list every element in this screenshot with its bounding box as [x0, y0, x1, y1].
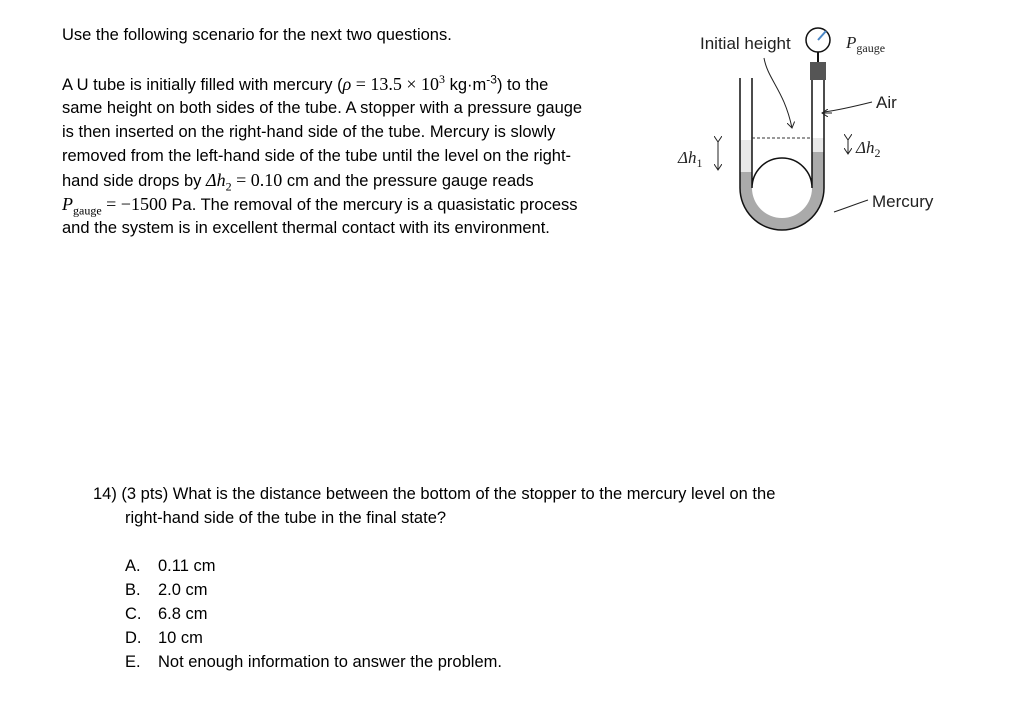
mercury-label: Mercury	[872, 192, 934, 211]
question-line-2: right-hand side of the tube in the final state?	[125, 509, 447, 527]
stopper	[810, 62, 826, 80]
scenario-line-4: removed from the left-hand side of the tube until the level on the right-	[62, 147, 572, 165]
question-line-1: 14) (3 pts) What is the distance between the bottom of the stopper to the mercury level on the	[93, 485, 776, 503]
scenario-line-5: hand side drops by $\Delta h_2 = 0.10$ cm and the pressure gauge reads	[62, 170, 534, 194]
scenario-paragraph	[62, 72, 582, 240]
mercury-pointer	[834, 200, 868, 212]
choice-a[interactable]: A. 0.11 cm	[125, 557, 216, 575]
scenario-line-1: A U tube is initially filled with mercury ($\rho = 13.5 \times 10^3$ $kg\cdot m^{-3}$) to the	[62, 72, 549, 94]
choice-c[interactable]: C. 6.8 cm	[125, 605, 208, 623]
p-gauge-label: $P_{gauge}$	[846, 33, 886, 55]
intro-text: Use the following scenario for the next two questions.	[62, 26, 452, 44]
scenario-line-6: $P_{gauge} = -1500$ Pa. The removal of the mercury is a quasistatic process	[62, 194, 578, 218]
scenario-line-2: same height on both sides of the tube. A stopper with a pressure gauge	[62, 99, 583, 117]
initial-height-label: Initial height	[700, 34, 791, 53]
choice-e[interactable]: E. Not enough information to answer the problem.	[125, 653, 502, 671]
u-tube-inner	[752, 78, 812, 188]
scenario-line-3: is then inserted on the right-hand side of the tube. Mercury is slowly	[62, 123, 556, 141]
air-pointer	[824, 102, 872, 112]
initial-height-pointer	[764, 58, 792, 128]
dh1-label: $\Delta h_1$	[678, 148, 703, 170]
right-drop-region	[812, 138, 824, 152]
u-tube-diagram	[660, 20, 960, 260]
choice-d[interactable]: D. 10 cm	[125, 629, 203, 647]
dh2-label: $\Delta h_2$	[856, 138, 881, 160]
choice-b[interactable]: B. 2.0 cm	[125, 581, 208, 599]
answer-choices	[125, 554, 502, 674]
left-removed-region	[740, 140, 752, 172]
air-label: Air	[876, 93, 897, 112]
question-14	[93, 482, 775, 530]
scenario-line-7: and the system is in excellent thermal contact with its environment.	[62, 219, 550, 237]
